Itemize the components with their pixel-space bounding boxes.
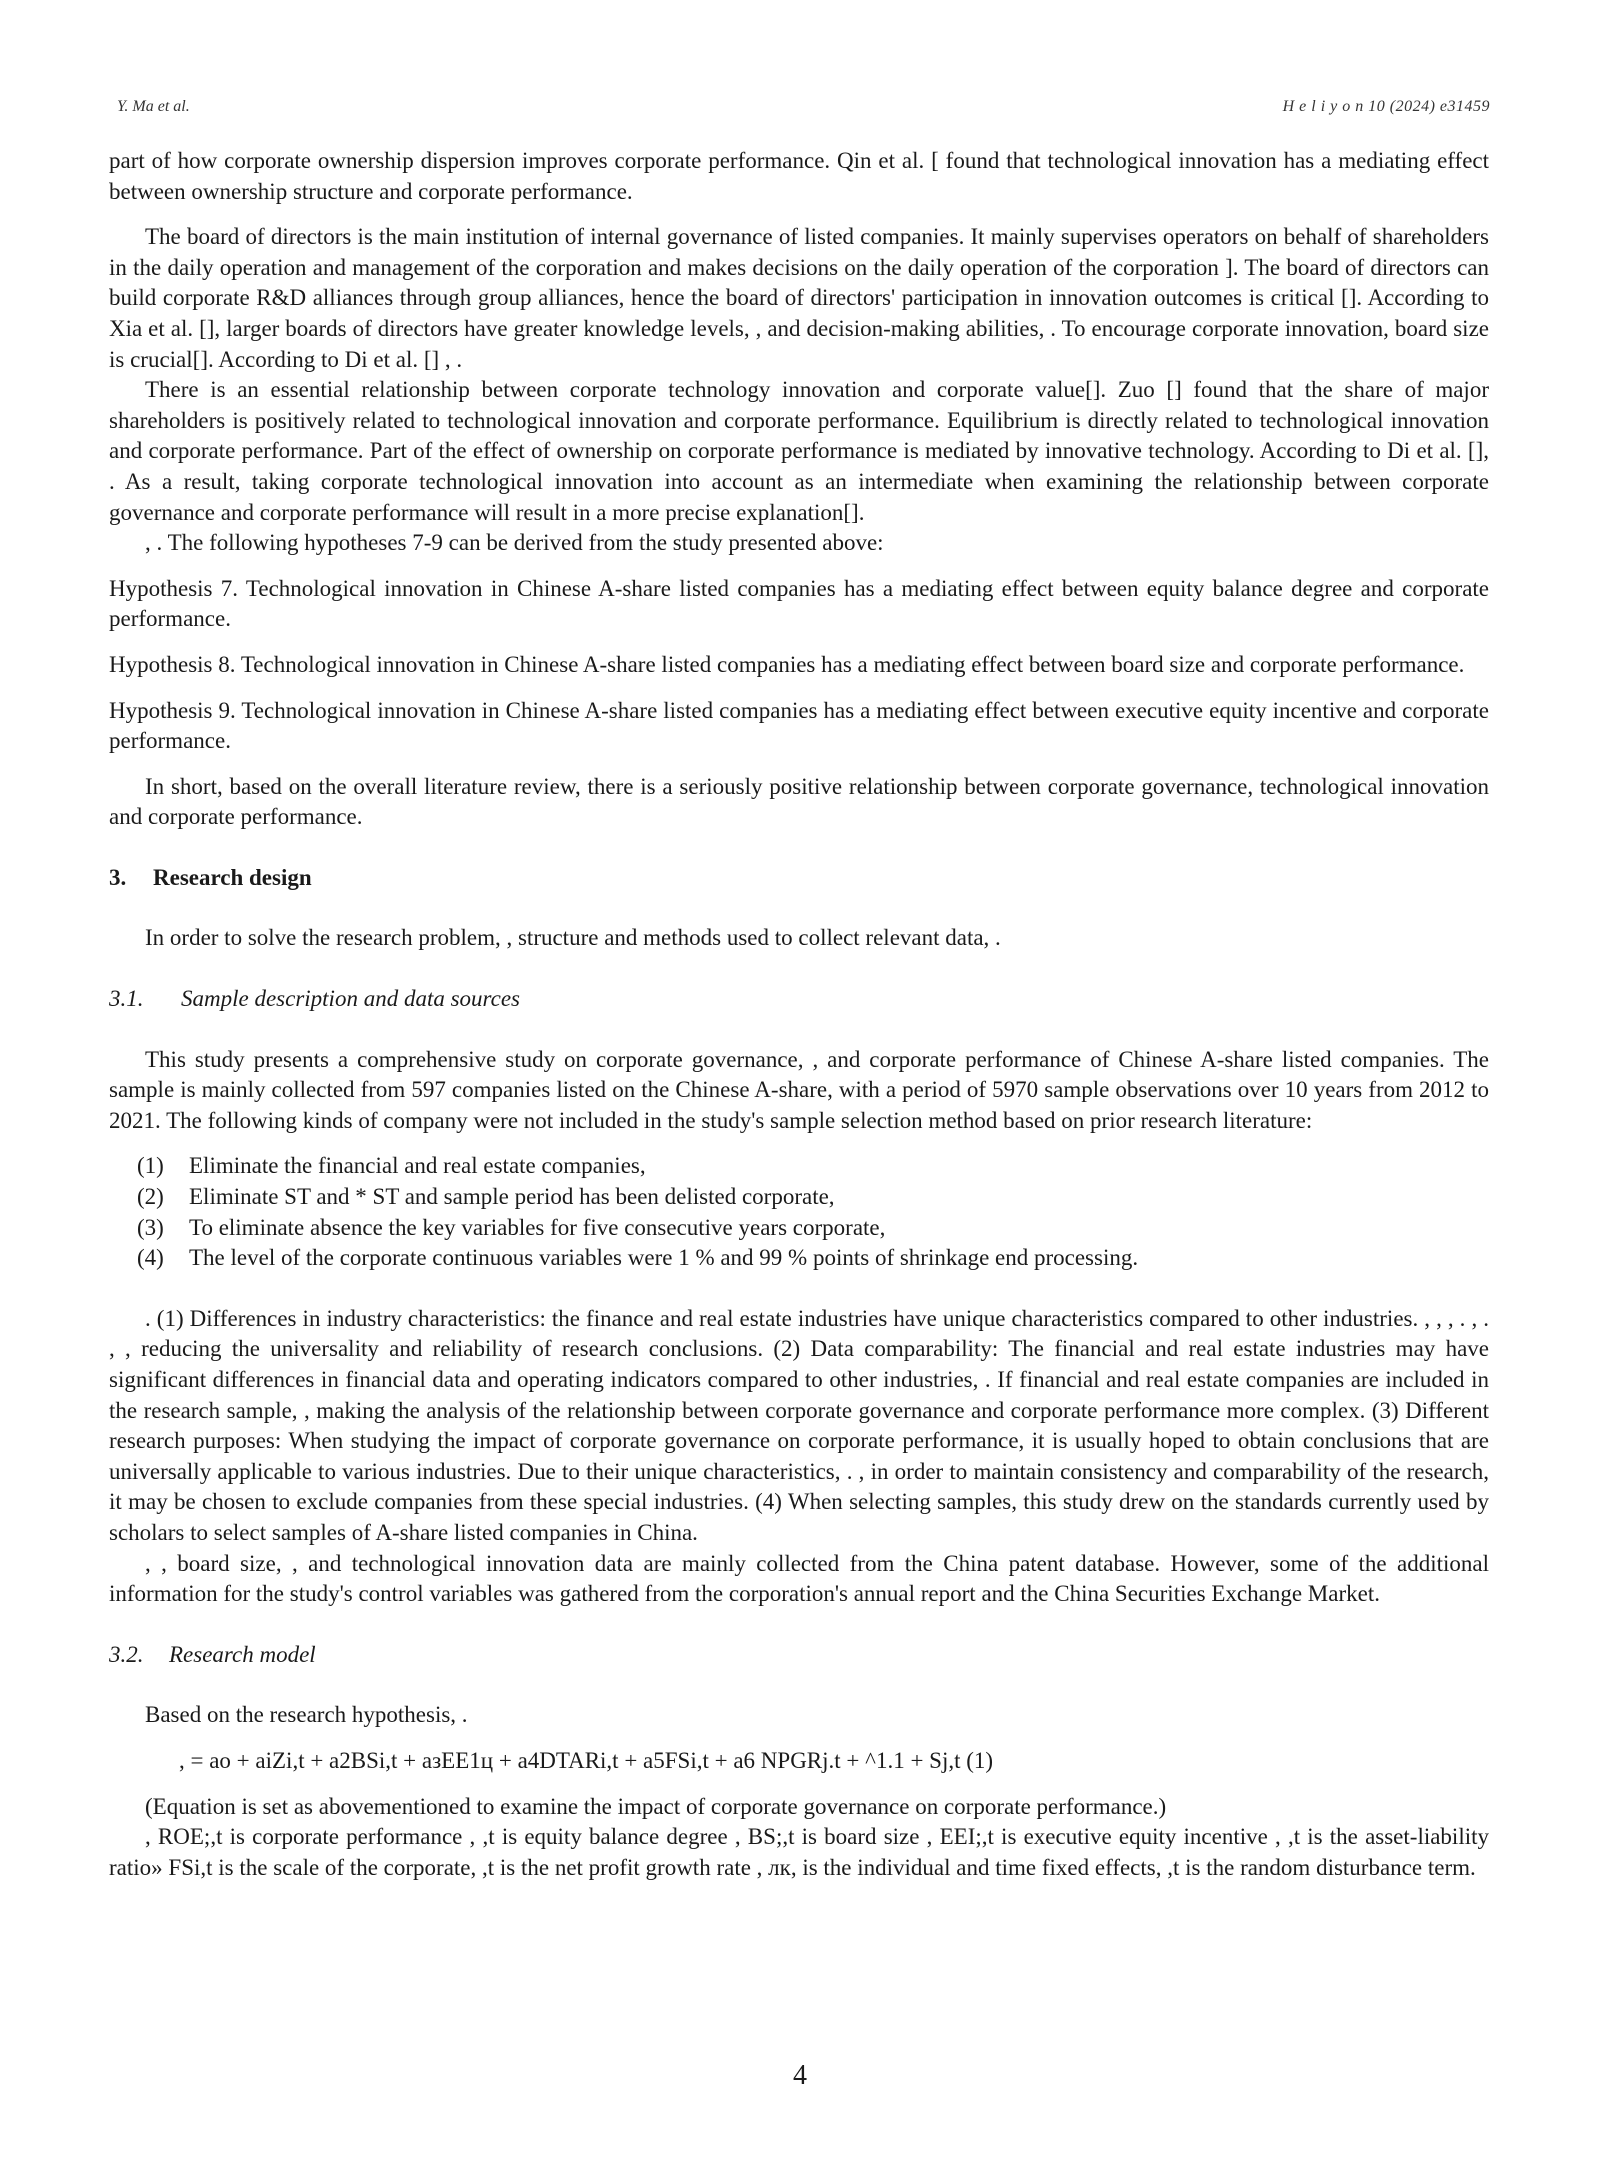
section-title: Research design (153, 864, 312, 890)
hypothesis-7: Hypothesis 7. Technological innovation in Chinese A-share listed companies has a mediating effect between equity balance degree and corporate performance. (109, 575, 1489, 632)
paragraph: part of how corporate ownership dispersion improves corporate performance. Qin et al. [ found that technological innovation has a mediating effect between ownership structure and corporate performance. (109, 148, 1489, 204)
paragraph: The board of directors is the main institution of internal governance of listed companies. It mainly supervises operators on behalf of shareholders in the daily operation and management of the corporation and makes decisions on the daily operation of the corporation ]. The board of directors can build corporate R&D alliances through group alliances, hence the board of directors' participation in innovation outcomes is critical []. According to Xia et al. [], larger boards of directors have greater knowledge levels, , and decision-making abilities, . To encourage corporate innovation, board size is crucial[]. According to Di et al. [] , . (109, 224, 1489, 372)
paragraph: This study presents a comprehensive study on corporate governance, , and corporate performance of Chinese A-share listed companies. The sample is mainly collected from 597 companies listed on the Chinese A-share, with a period of 5970 sample observations over 10 years from 2012 to 2021. The following kinds of company were not included in the study's sample selection method based on prior research literature: (109, 1046, 1489, 1133)
section-heading-3 (109, 863, 1489, 894)
equation-1: , = ao + aiZi,t + a2BSi,t + aзEE1ц + a4DTARi,t + a5FSi,t + a6 NPGRj.t + ^1.1 + Sj,t (1) (179, 1747, 994, 1773)
list-item: (2) Eliminate ST and * ST and sample period has been delisted corporate, (137, 1184, 835, 1210)
paragraph: Based on the research hypothesis, . (145, 1702, 468, 1728)
header-authors: Y. Ma et al. (117, 98, 190, 115)
header-journal: H e l i y o n 10 (2024) e31459 (1282, 98, 1490, 115)
body-text (109, 146, 1489, 1883)
paragraph: In short, based on the overall literature review, there is a seriously positive relationship between corporate governance, technological innovation and corporate performance. (109, 773, 1489, 830)
hypothesis-9: Hypothesis 9. Technological innovation in Chinese A-share listed companies has a mediating effect between executive equity incentive and corporate performance. (109, 697, 1489, 754)
list-item: (1) Eliminate the financial and real estate companies, (137, 1153, 646, 1179)
subsection-heading-3-2 (109, 1640, 1489, 1671)
paragraph: There is an essential relationship between corporate technology innovation and corporate value[]. Zuo [] found that the share of major shareholders is positively related to technological innovation and corporate performance. Equilibrium is directly related to technological innovation and corporate performance. Part of the effect of ownership on corporate performance is mediated by innovative technology. According to Di et al. [], . As a result, taking corporate technological innovation into account as an intermediate when examining the relationship between corporate governance and corporate performance will result in a more precise explanation[]. (109, 377, 1489, 525)
subsection-number: 3.1. (109, 986, 144, 1012)
subsection-title: Sample description and data sources (181, 986, 521, 1012)
subsection-heading-3-1 (109, 984, 1489, 1015)
equation-note: (Equation is set as abovementioned to examine the impact of corporate governance on corporate performance.) (145, 1793, 1167, 1819)
subsection-title: Research model (169, 1641, 316, 1667)
page-number: 4 (793, 2060, 807, 2091)
section-number: 3. (109, 864, 127, 890)
paragraph: . (1) Differences in industry characteristics: the finance and real estate industries have unique characteristics compared to other industries. , , , . , . , , reducing the universality and reliability of research conclusions. (2) Data comparability: The financial and real estate industries may have significant differences in financial data and operating indicators compared to other industries, . If financial and real estate companies are included in the research sample, , making the analysis of the relationship between corporate governance and corporate performance more complex. (3) Different research purposes: When studying the impact of corporate governance on corporate performance, it is usually hoped to obtain conclusions that are universally applicable to various industries. Due to their unique characteristics, . , in order to maintain consistency and comparability of the research, it may be chosen to exclude companies from these special industries. (4) When selecting samples, this study drew on the standards currently used by scholars to select samples of A-share listed companies in China. (109, 1305, 1489, 1545)
variable-definitions: , ROE;,t is corporate performance , ,t is equity balance degree , BS;,t is board size , EEI;,t is executive equity incentive , ,t is the asset-liability ratio» FSi,t is the scale of the corporate, ,t is the net profit growth rate , лк, is the individual and time fixed effects, ,t is the random disturbance term. (109, 1824, 1489, 1880)
paragraph: , , board size, , and technological innovation data are mainly collected from the China patent database. However, some of the additional information for the study's control variables was gathered from the corporation's annual report and the China Securities Exchange Market. (109, 1550, 1489, 1607)
hypothesis-8: Hypothesis 8. Technological innovation in Chinese A-share listed companies has a mediating effect between board size and corporate performance. (109, 651, 1465, 677)
subsection-number: 3.2. (109, 1641, 144, 1667)
paragraph: In order to solve the research problem, , structure and methods used to collect relevant data, . (145, 925, 1001, 951)
exclusion-list (109, 1151, 1489, 1273)
list-item: (3) To eliminate absence the key variables for five consecutive years corporate, (137, 1214, 886, 1240)
list-item: (4) The level of the corporate continuous variables were 1 % and 99 % points of shrinkage end processing. (137, 1245, 1139, 1271)
paragraph: , . The following hypotheses 7-9 can be derived from the study presented above: (145, 530, 884, 556)
